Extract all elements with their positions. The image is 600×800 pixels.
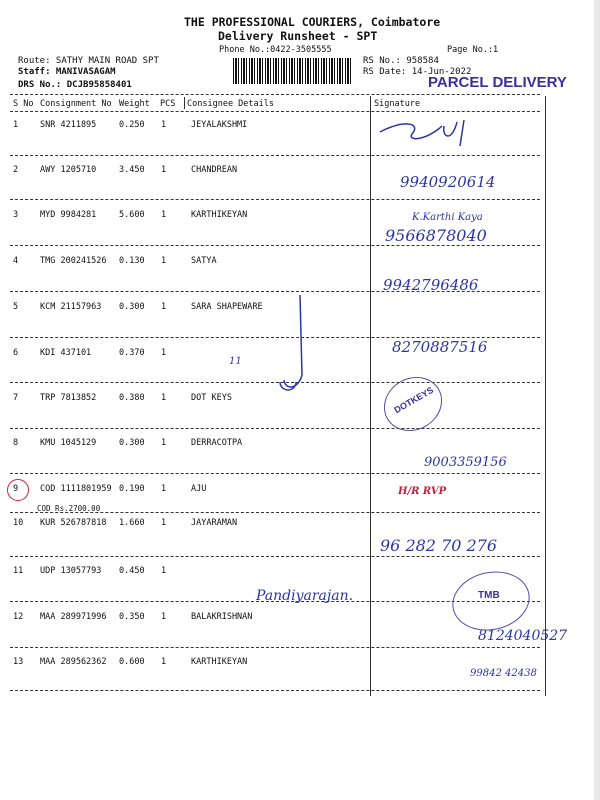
rs-date: RS Date: 14-Jun-2022: [363, 67, 472, 77]
row-sno: 3: [13, 210, 19, 220]
parcel-delivery-stamp: PARCEL DELIVERY: [428, 74, 567, 91]
row-sno: 11: [13, 566, 24, 576]
row-sno: 10: [13, 518, 24, 528]
row-weight: 0.250: [119, 120, 145, 130]
tmb-stamp-label: TMB: [478, 590, 500, 601]
row-divider: [10, 556, 540, 557]
row-consignment-no: KUR 526787818: [40, 518, 107, 528]
handwriting-row6: 8270887516: [392, 338, 488, 356]
handwriting-row12: 8124040527: [478, 628, 568, 644]
row-sno: 12: [13, 612, 24, 622]
row-divider: [10, 155, 540, 156]
handwriting-row10: 96 282 70 276: [380, 536, 498, 555]
col-consignee: Consignee Details: [187, 99, 274, 109]
table-top-rule: [10, 94, 540, 95]
signature-row1: [372, 112, 492, 152]
tmb-bank-stamp: [447, 565, 535, 638]
row9-circle-mark: [7, 479, 29, 501]
row-consignment-no: MAA 289971996: [40, 612, 107, 622]
handwriting-row3-phone: 9566878040: [385, 226, 487, 245]
row-sno: 6: [13, 348, 19, 358]
row-divider: [10, 473, 540, 474]
row-sno: 5: [13, 302, 19, 312]
row-consignee: SATYA: [191, 256, 217, 266]
row-pcs: 1: [161, 165, 167, 175]
row-weight: 1.660: [119, 518, 145, 528]
row-pcs: 1: [161, 302, 167, 312]
row-sno: 2: [13, 165, 19, 175]
row-consignee: CHANDREAN: [191, 165, 238, 175]
drs-number: DRS No.: DCJB95858401: [18, 80, 132, 90]
row-pcs: 1: [161, 484, 167, 494]
col-consignment: Consignment No: [40, 99, 112, 109]
row-consignment-no: UDP 13057793: [40, 566, 102, 576]
row-consignment-no: TRP 7813852: [40, 393, 97, 403]
row-weight: 0.190: [119, 484, 145, 494]
row-consignee: AJU: [191, 484, 207, 494]
dotkeys-stamp-label: DOTKEYS: [392, 384, 436, 416]
row-sno: 9: [13, 484, 19, 494]
row-pcs: 1: [161, 348, 167, 358]
row-pcs: 1: [161, 210, 167, 220]
row-weight: 3.450: [119, 165, 145, 175]
row-pcs: 1: [161, 612, 167, 622]
row-consignment-no: KMU 1045129: [40, 438, 97, 448]
row-weight: 0.600: [119, 657, 145, 667]
row-consignee: JEYALAKSHMI: [191, 120, 248, 130]
handwriting-row6-mark: 11: [229, 356, 242, 367]
phone-number: Phone No.:0422-3505555: [219, 45, 332, 55]
row-consignment-no: SNR 4211895: [40, 120, 97, 130]
rs-number: RS No.: 958584: [363, 56, 439, 66]
row-consignment-no: KDI 437101: [40, 348, 92, 358]
row-weight: 0.300: [119, 302, 145, 312]
col-weight: Weight: [119, 99, 150, 109]
row-consignee: SARA SHAPEWARE: [191, 302, 263, 312]
row-sno: 4: [13, 256, 19, 266]
row-pcs: 1: [161, 657, 167, 667]
row-consignee: JAYARAMAN: [191, 518, 238, 528]
col-sno: S No: [13, 99, 34, 109]
col-signature: Signature: [374, 99, 421, 109]
row-weight: 0.370: [119, 348, 145, 358]
row-sno: 8: [13, 438, 19, 448]
row-consignment-no: MAA 289562362: [40, 657, 107, 667]
row-weight: 0.380: [119, 393, 145, 403]
handwriting-row3-name: K.Karthi Kaya: [412, 212, 483, 223]
handwriting-row13: 99842 42438: [470, 668, 537, 679]
right-border: [545, 96, 546, 696]
row-pcs: 1: [161, 256, 167, 266]
row-weight: 5.600: [119, 210, 145, 220]
page-edge: [594, 0, 600, 800]
col-pcs: PCS: [160, 99, 176, 109]
row-consignee: DOT KEYS: [191, 393, 232, 403]
row-consignee: BALAKRISHNAN: [191, 612, 253, 622]
row-divider: [10, 245, 540, 246]
row-consignment-no: TMG 200241526: [40, 256, 107, 266]
row-sno: 7: [13, 393, 19, 403]
row-weight: 0.450: [119, 566, 145, 576]
row-consignment-no: MYD 9984281: [40, 210, 97, 220]
signature-column-divider: [370, 96, 371, 696]
company-name: THE PROFESSIONAL COURIERS, Coimbatore: [184, 15, 441, 29]
row-pcs: 1: [161, 566, 167, 576]
handwriting-row11: Pandiyarajan.: [256, 588, 354, 604]
row-consignment-no: COD 1111801959: [40, 484, 112, 494]
barcode-image: [233, 58, 351, 84]
route: Route: SATHY MAIN ROAD SPT: [18, 56, 159, 66]
handwriting-row4: 9942796486: [383, 276, 479, 294]
row-consignment-no: KCM 21157963: [40, 302, 102, 312]
handwriting-row9: H/R RVP: [398, 486, 447, 497]
row-consignee: DERRACOTPA: [191, 438, 243, 448]
row-consignment-no: AWY 1205710: [40, 165, 97, 175]
row-consignee: KARTHIKEYAN: [191, 657, 248, 667]
name-column-divider: [184, 97, 185, 109]
staff: Staff: MANIVASAGAM: [18, 67, 116, 77]
row-pcs: 1: [161, 438, 167, 448]
handwriting-row8: 9003359156: [424, 455, 507, 470]
row-pcs: 1: [161, 518, 167, 528]
row-divider: [10, 428, 540, 429]
row-divider: [10, 647, 540, 648]
row-weight: 0.350: [119, 612, 145, 622]
row-divider: [10, 690, 540, 691]
row-weight: 0.130: [119, 256, 145, 266]
handwriting-row2: 9940920614: [400, 173, 496, 191]
sheet-title: Delivery Runsheet - SPT: [218, 29, 378, 43]
row-sno: 13: [13, 657, 24, 667]
row-sno: 1: [13, 120, 19, 130]
row-consignee: KARTHIKEYAN: [191, 210, 248, 220]
row-pcs: 1: [161, 393, 167, 403]
mark-row5-line: [270, 290, 330, 400]
row-divider: [10, 199, 540, 200]
cod-amount: COD Rs.2700.00: [37, 504, 101, 513]
row-weight: 0.300: [119, 438, 145, 448]
row-pcs: 1: [161, 120, 167, 130]
page-number: Page No.:1: [447, 45, 499, 55]
